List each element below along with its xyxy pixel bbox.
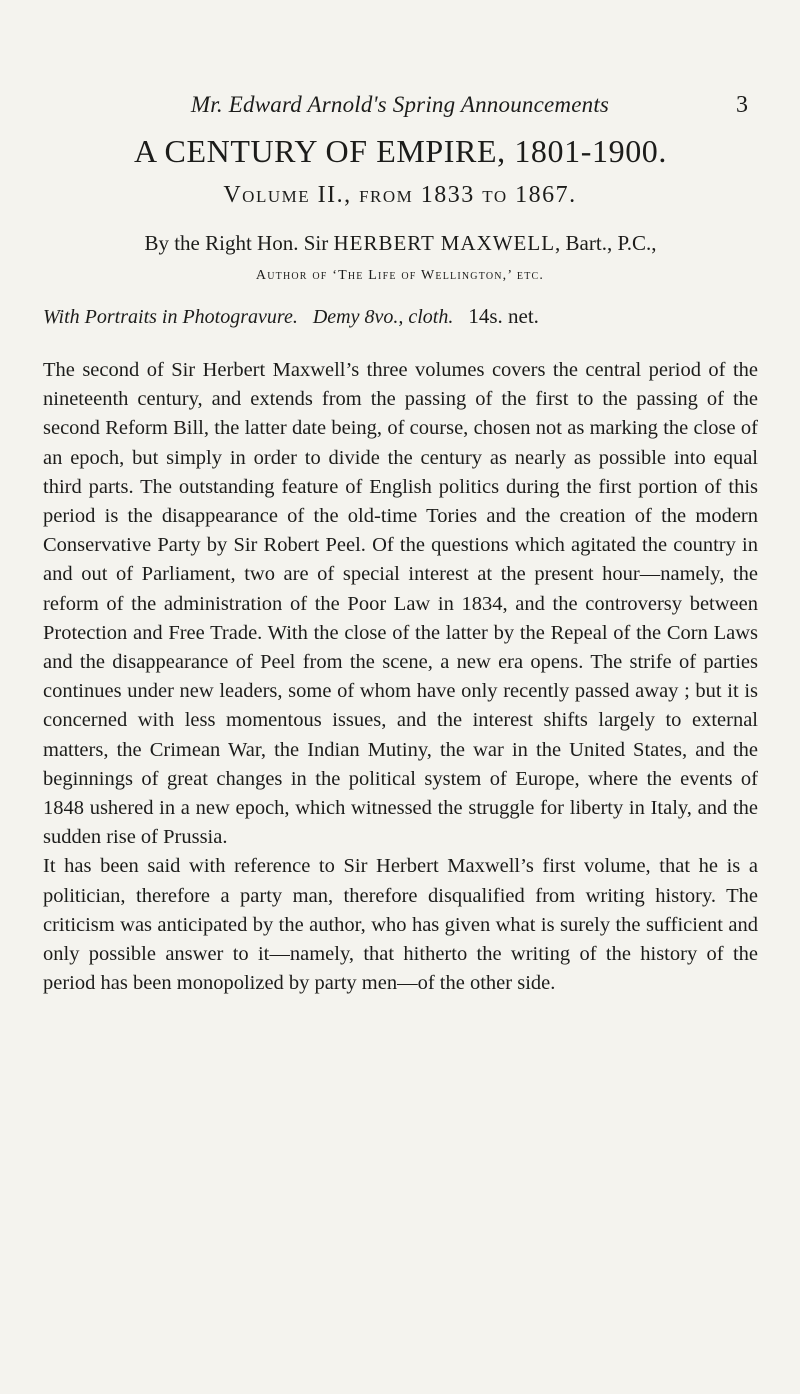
author-credit: Author of ‘The Life of Wellington,’ etc. (255, 268, 545, 283)
specs-format: Demy 8vo., cloth. (312, 306, 454, 328)
book-title: A CENTURY OF EMPIRE, 1801-1900. (133, 133, 667, 169)
byline-suffix: , Bart., P.C., (555, 231, 657, 255)
volume-line: Volume II., from 1833 to 1867. (223, 182, 577, 208)
author-name: HERBERT MAXWELL (333, 231, 556, 255)
paragraph-1: The second of Sir Herbert Maxwell’s three volumes covers the central period of the nineteenth century, and extends from the passing of the first to the passing of the second Reform Bill, the latter date being, of course, chosen not as marking the close of an epoch, but simply in order to divide the century as nearly as possible into equal third parts. The outstanding feature of English politics during the first portion of this period is the disappearance of the old-time Tories and the creation of the modern Conservative Party by Sir Robert Peel. Of the questions which agitated the country in and out of Parliament, two are of special interest at the present hour—namely, the reform of the administration of the Poor Law in 1834, and the controversy between Protection and Free Trade. With the close of the latter by the Repeal of the Corn Laws and the disappearance of Peel from the scene, a new era opens. The strife of parties continues under new leaders, some of whom have only recently passed away ; but it is concerned with less momentous issues, and the interest shifts largely to external matters, the Crimean War, the Indian Mutiny, the war in the United States, and the beginnings of great changes in the political system of Europe, where the events of 1848 ushered in a new epoch, which witnessed the struggle for liberty in Italy, and the sudden rise of Prussia. (43, 359, 758, 849)
edition-specs (43, 304, 758, 329)
page-number: 3 (736, 92, 748, 118)
price: 14s. net. (468, 304, 539, 328)
running-head-title: Mr. Edward Arnold's Spring Announcements (190, 92, 610, 117)
byline (43, 231, 758, 256)
byline-prefix: By the Right Hon. Sir (144, 231, 334, 255)
paragraph-2: It has been said with reference to Sir Herbert Maxwell’s first volume, that he is a politician, therefore a party man, therefore disqualified from writing history. The criticism was anticipated by the author, who has given what is surely the sufficient and only possible answer to it—namely, that hitherto the writing of the history of the period has been monopolized by party men—of the other side. (43, 855, 758, 995)
description (43, 356, 758, 998)
specs-portraits: With Portraits in Photogravure. (43, 306, 298, 328)
running-head (0, 92, 800, 122)
